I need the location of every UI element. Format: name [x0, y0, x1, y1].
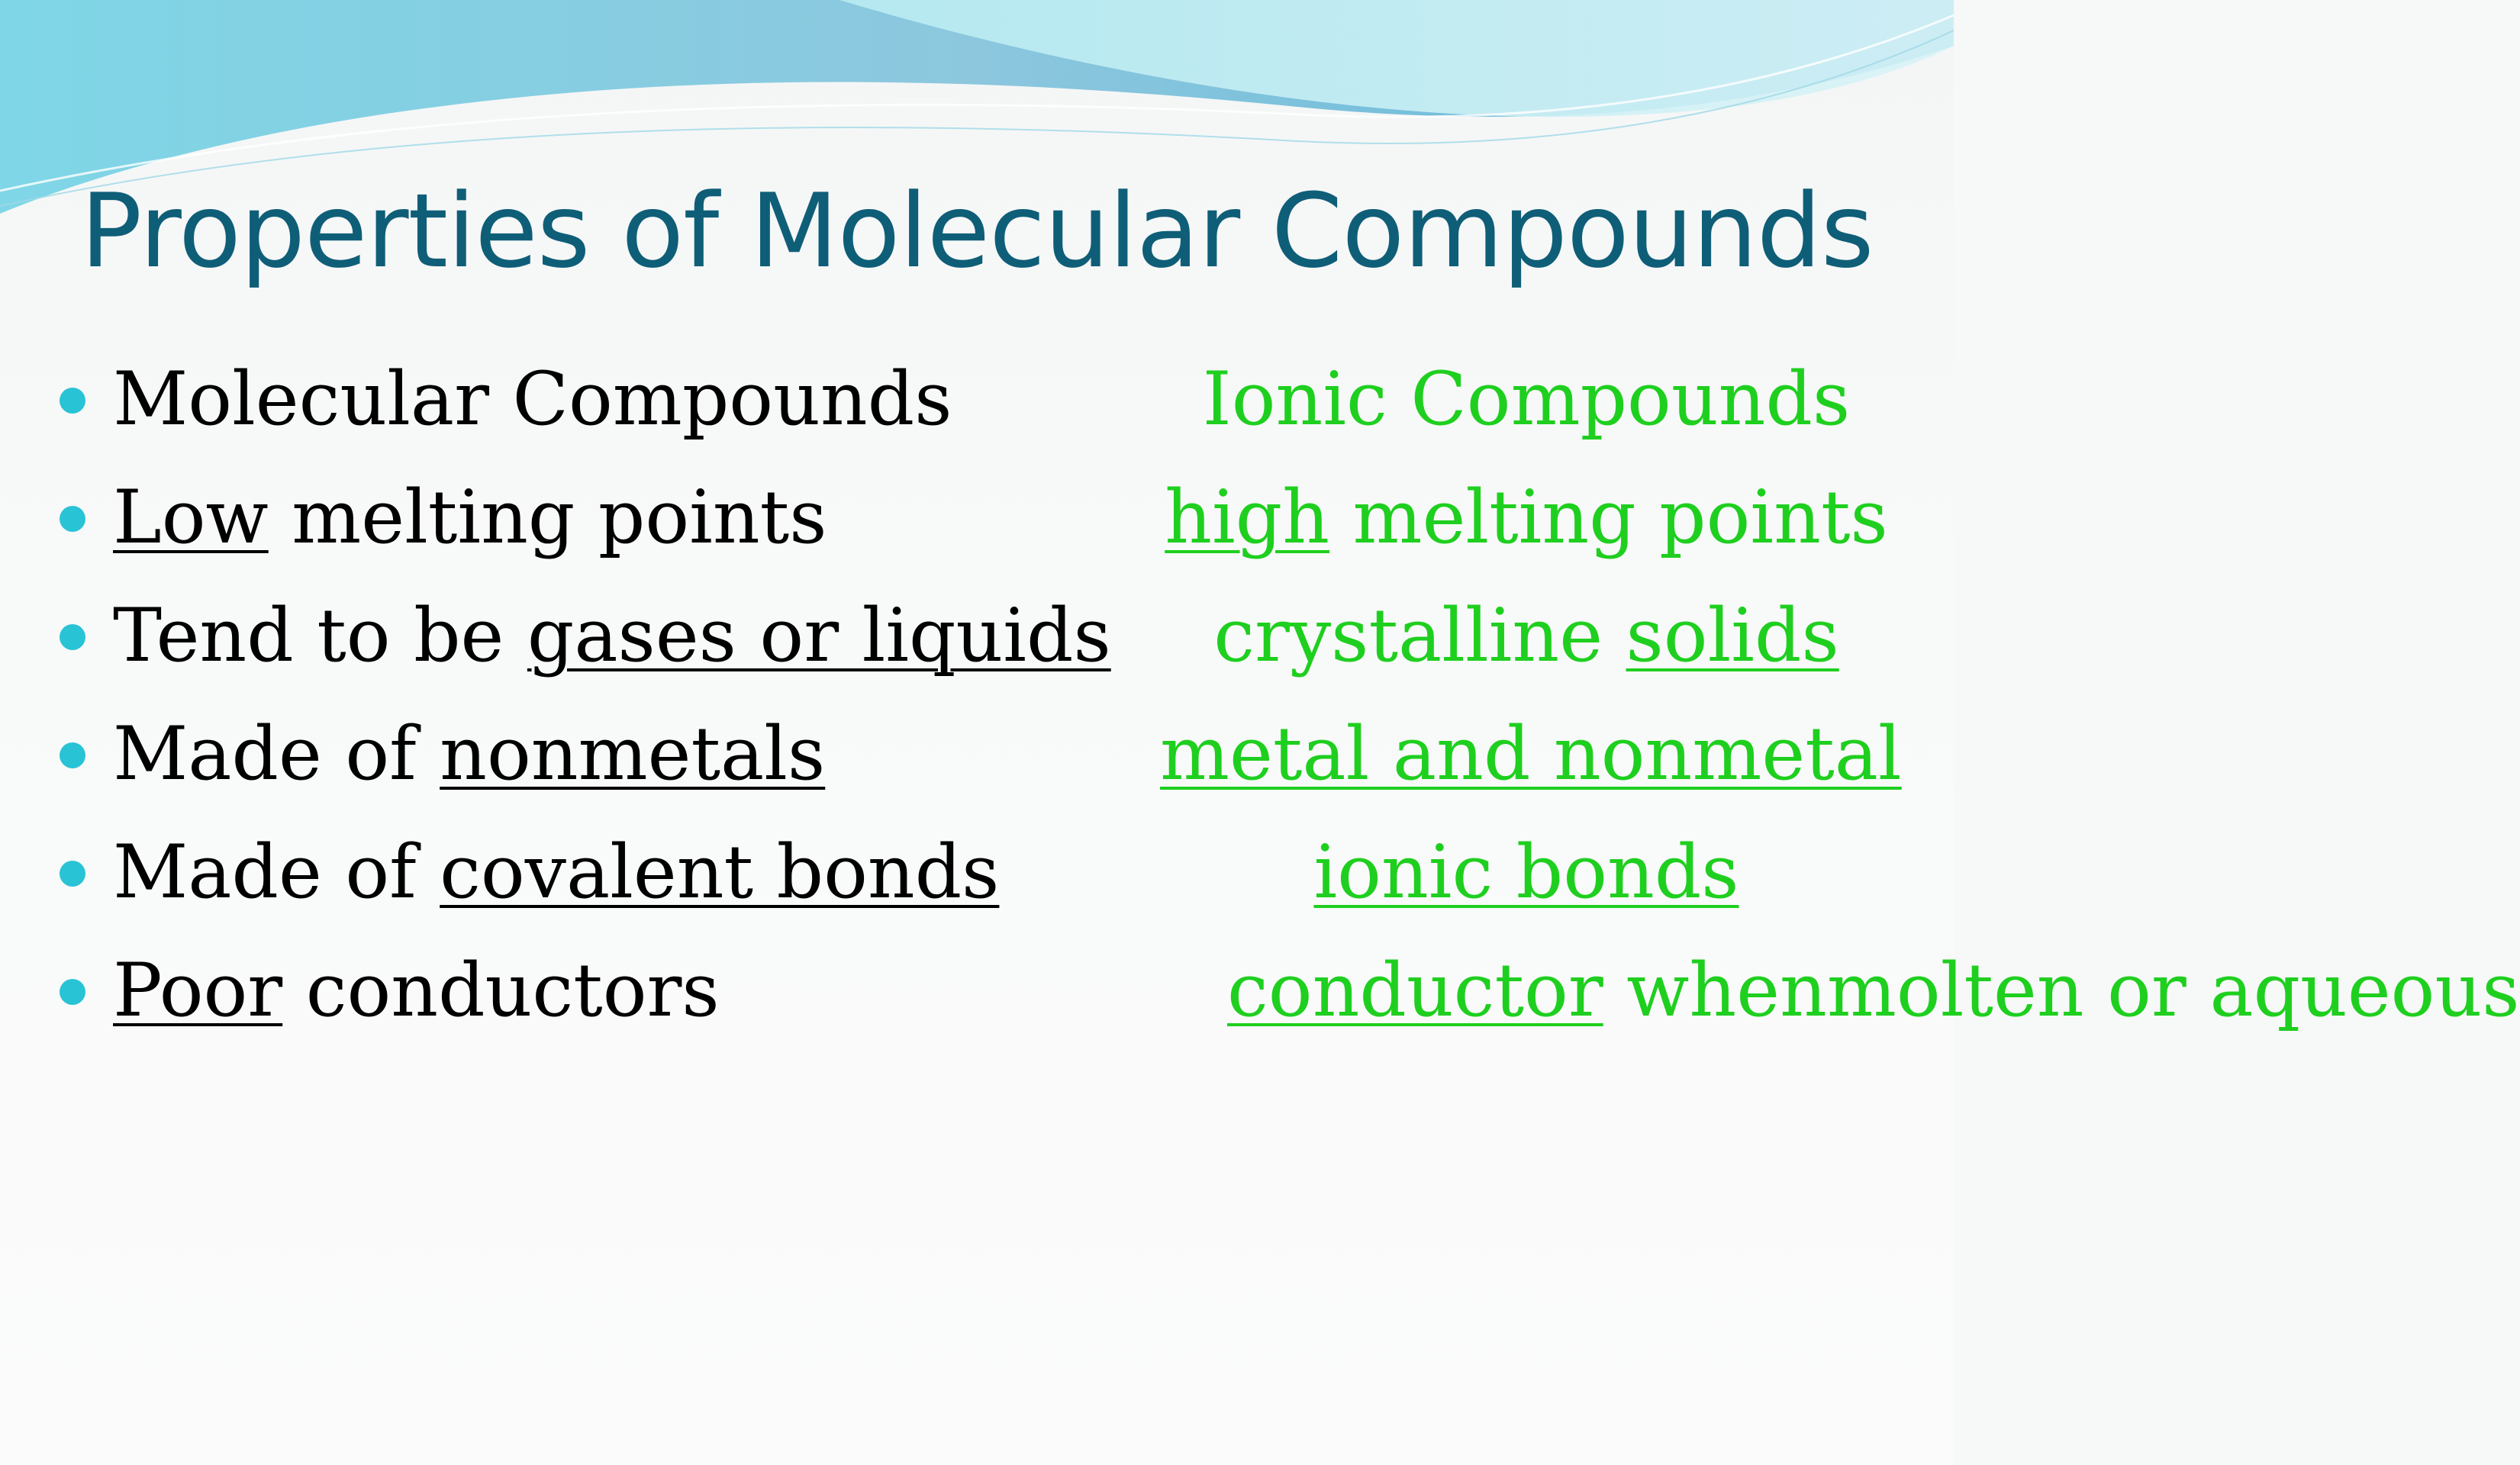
underlined-text: metal and nonmetal — [1160, 711, 1902, 797]
text-segment: melting points — [1329, 475, 1888, 560]
underlined-text: ionic bonds — [1313, 829, 1739, 915]
bullet-item — [55, 942, 1162, 1061]
text-segment: Ionic Compounds — [1202, 356, 1851, 442]
bullet-item — [55, 824, 1162, 942]
bullet-dot-icon — [60, 742, 85, 768]
ionic-properties-list — [1160, 351, 2520, 1038]
ionic-property-item — [1160, 351, 1893, 469]
text-segment: Molecular Compounds — [113, 356, 952, 442]
underlined-text: nonmetals — [440, 711, 826, 797]
underlined-text: high — [1165, 475, 1330, 560]
underlined-text: solids — [1626, 593, 1839, 678]
underlined-text: Low — [113, 475, 269, 560]
bullet-dot-icon — [60, 861, 85, 887]
slide-title: Properties of Molecular Compounds — [80, 172, 1874, 291]
underlined-text: conductor — [1227, 948, 1603, 1033]
ionic-property-item — [1160, 706, 1902, 824]
ionic-property-item — [1160, 588, 1893, 706]
molecular-properties-list — [55, 351, 1162, 1061]
text-segment: melting points — [268, 475, 827, 560]
ionic-property-item — [1160, 469, 1893, 588]
underlined-text: gases or liquids — [527, 593, 1111, 678]
text-segment: molten or aqueous — [1826, 948, 2520, 1033]
text-segment: Made of — [113, 711, 440, 797]
underlined-text: covalent bonds — [440, 829, 1000, 915]
bullet-item — [55, 588, 1162, 706]
text-segment: Made of — [113, 829, 440, 915]
text-segment: Tend to be — [113, 593, 527, 678]
bullet-dot-icon — [60, 979, 85, 1005]
bullet-dot-icon — [60, 506, 85, 532]
bullet-dot-icon — [60, 624, 85, 650]
underlined-text: Poor — [113, 948, 283, 1033]
ionic-property-item — [1160, 824, 1893, 942]
bullet-item — [55, 706, 1162, 824]
text-segment: crystalline — [1213, 593, 1626, 678]
ionic-property-item — [1160, 942, 2520, 1038]
bullet-item — [55, 351, 1162, 469]
text-segment: conductors — [282, 948, 720, 1033]
bullet-item — [55, 469, 1162, 588]
bullet-dot-icon — [60, 388, 85, 414]
text-segment: when — [1603, 948, 1827, 1033]
